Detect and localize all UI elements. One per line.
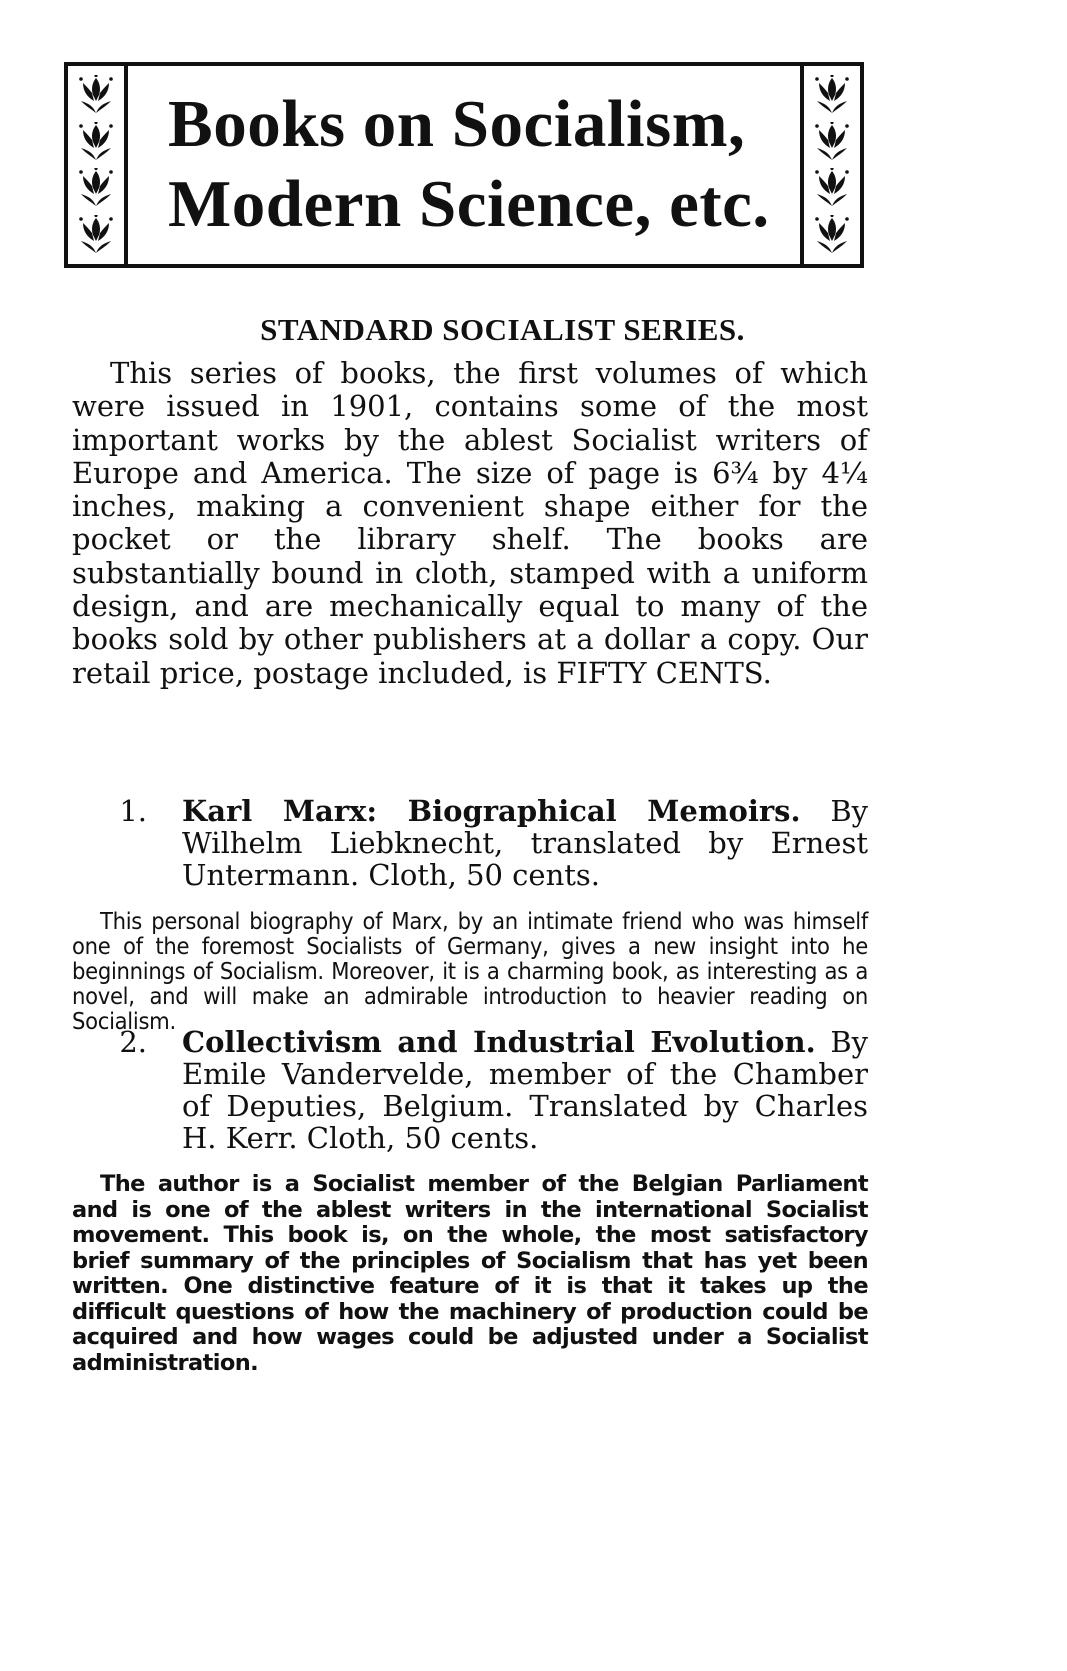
tulip-ornament-icon — [813, 75, 851, 115]
book-details: By Emile Vandervelde, member of the Chamber of Deputies, Belgium. Translated by Charles H. Kerr. Cloth, 50 cents. — [182, 1025, 869, 1155]
title-line-2: Modern Science, etc. — [168, 167, 770, 241]
tulip-ornament-icon — [77, 122, 115, 162]
book-description: This personal biography of Marx, by an intimate friend who was himself one of the foremost Socialists of Germany, gives a new insight into he beginnings of Socialism. Moreover, it is a charming book, as interesting as a novel, and will make an admirable introduction to heavier reading on Socialism. — [72, 907, 868, 1035]
book-entry-1 — [72, 795, 868, 1034]
tulip-ornament-icon — [813, 122, 851, 162]
tulip-ornament-icon — [77, 75, 115, 115]
tulip-ornament-icon — [77, 168, 115, 208]
book-details: By Wilhelm Liebknecht, translated by Ernest Untermann. Cloth, 50 cents. — [182, 794, 869, 892]
header-box — [64, 62, 864, 268]
book-heading — [72, 1026, 868, 1154]
book-description: The author is a Socialist member of the Belgian Parliament and is one of the ablest writers in the international Socialist movement. This book is, on the whole, the most satisfactory brief summary of the principles of Socialism that has yet been written. One distinctive feature of it is that it takes up the difficult questions of how the machinery of production could be acquired and how wages could be adjusted under a Socialist administration. — [72, 1171, 868, 1376]
title-line-1: Books on Socialism, — [168, 87, 746, 161]
book-number: 1. — [119, 794, 147, 828]
book-title: Karl Marx: Biographical Memoirs. — [182, 794, 801, 828]
book-entry-2 — [72, 1026, 868, 1376]
tulip-ornament-icon — [77, 215, 115, 255]
book-heading — [72, 795, 868, 891]
tulip-ornament-icon — [813, 215, 851, 255]
page-title — [168, 84, 770, 244]
book-number: 2. — [119, 1025, 147, 1059]
series-intro: This series of books, the first volumes of which were issued in 1901, contains some of the most important works by the ablest Socialist writers of Europe and America. The size of page is 6¾ by 4¼ inches, making a convenient shape either for the pocket or the library shelf. The books are substantially bound in cloth, stamped with a uniform design, and are mechanically equal to many of the books sold by other publishers at a dollar a copy. Our retail price, postage included, is FIFTY CENTS. — [72, 356, 868, 690]
series-heading: STANDARD SOCIALIST SERIES. — [260, 312, 745, 347]
book-title: Collectivism and Industrial Evolution. — [182, 1025, 816, 1059]
left-ornament-column — [68, 66, 128, 264]
tulip-ornament-icon — [813, 168, 851, 208]
right-ornament-column — [800, 66, 860, 264]
